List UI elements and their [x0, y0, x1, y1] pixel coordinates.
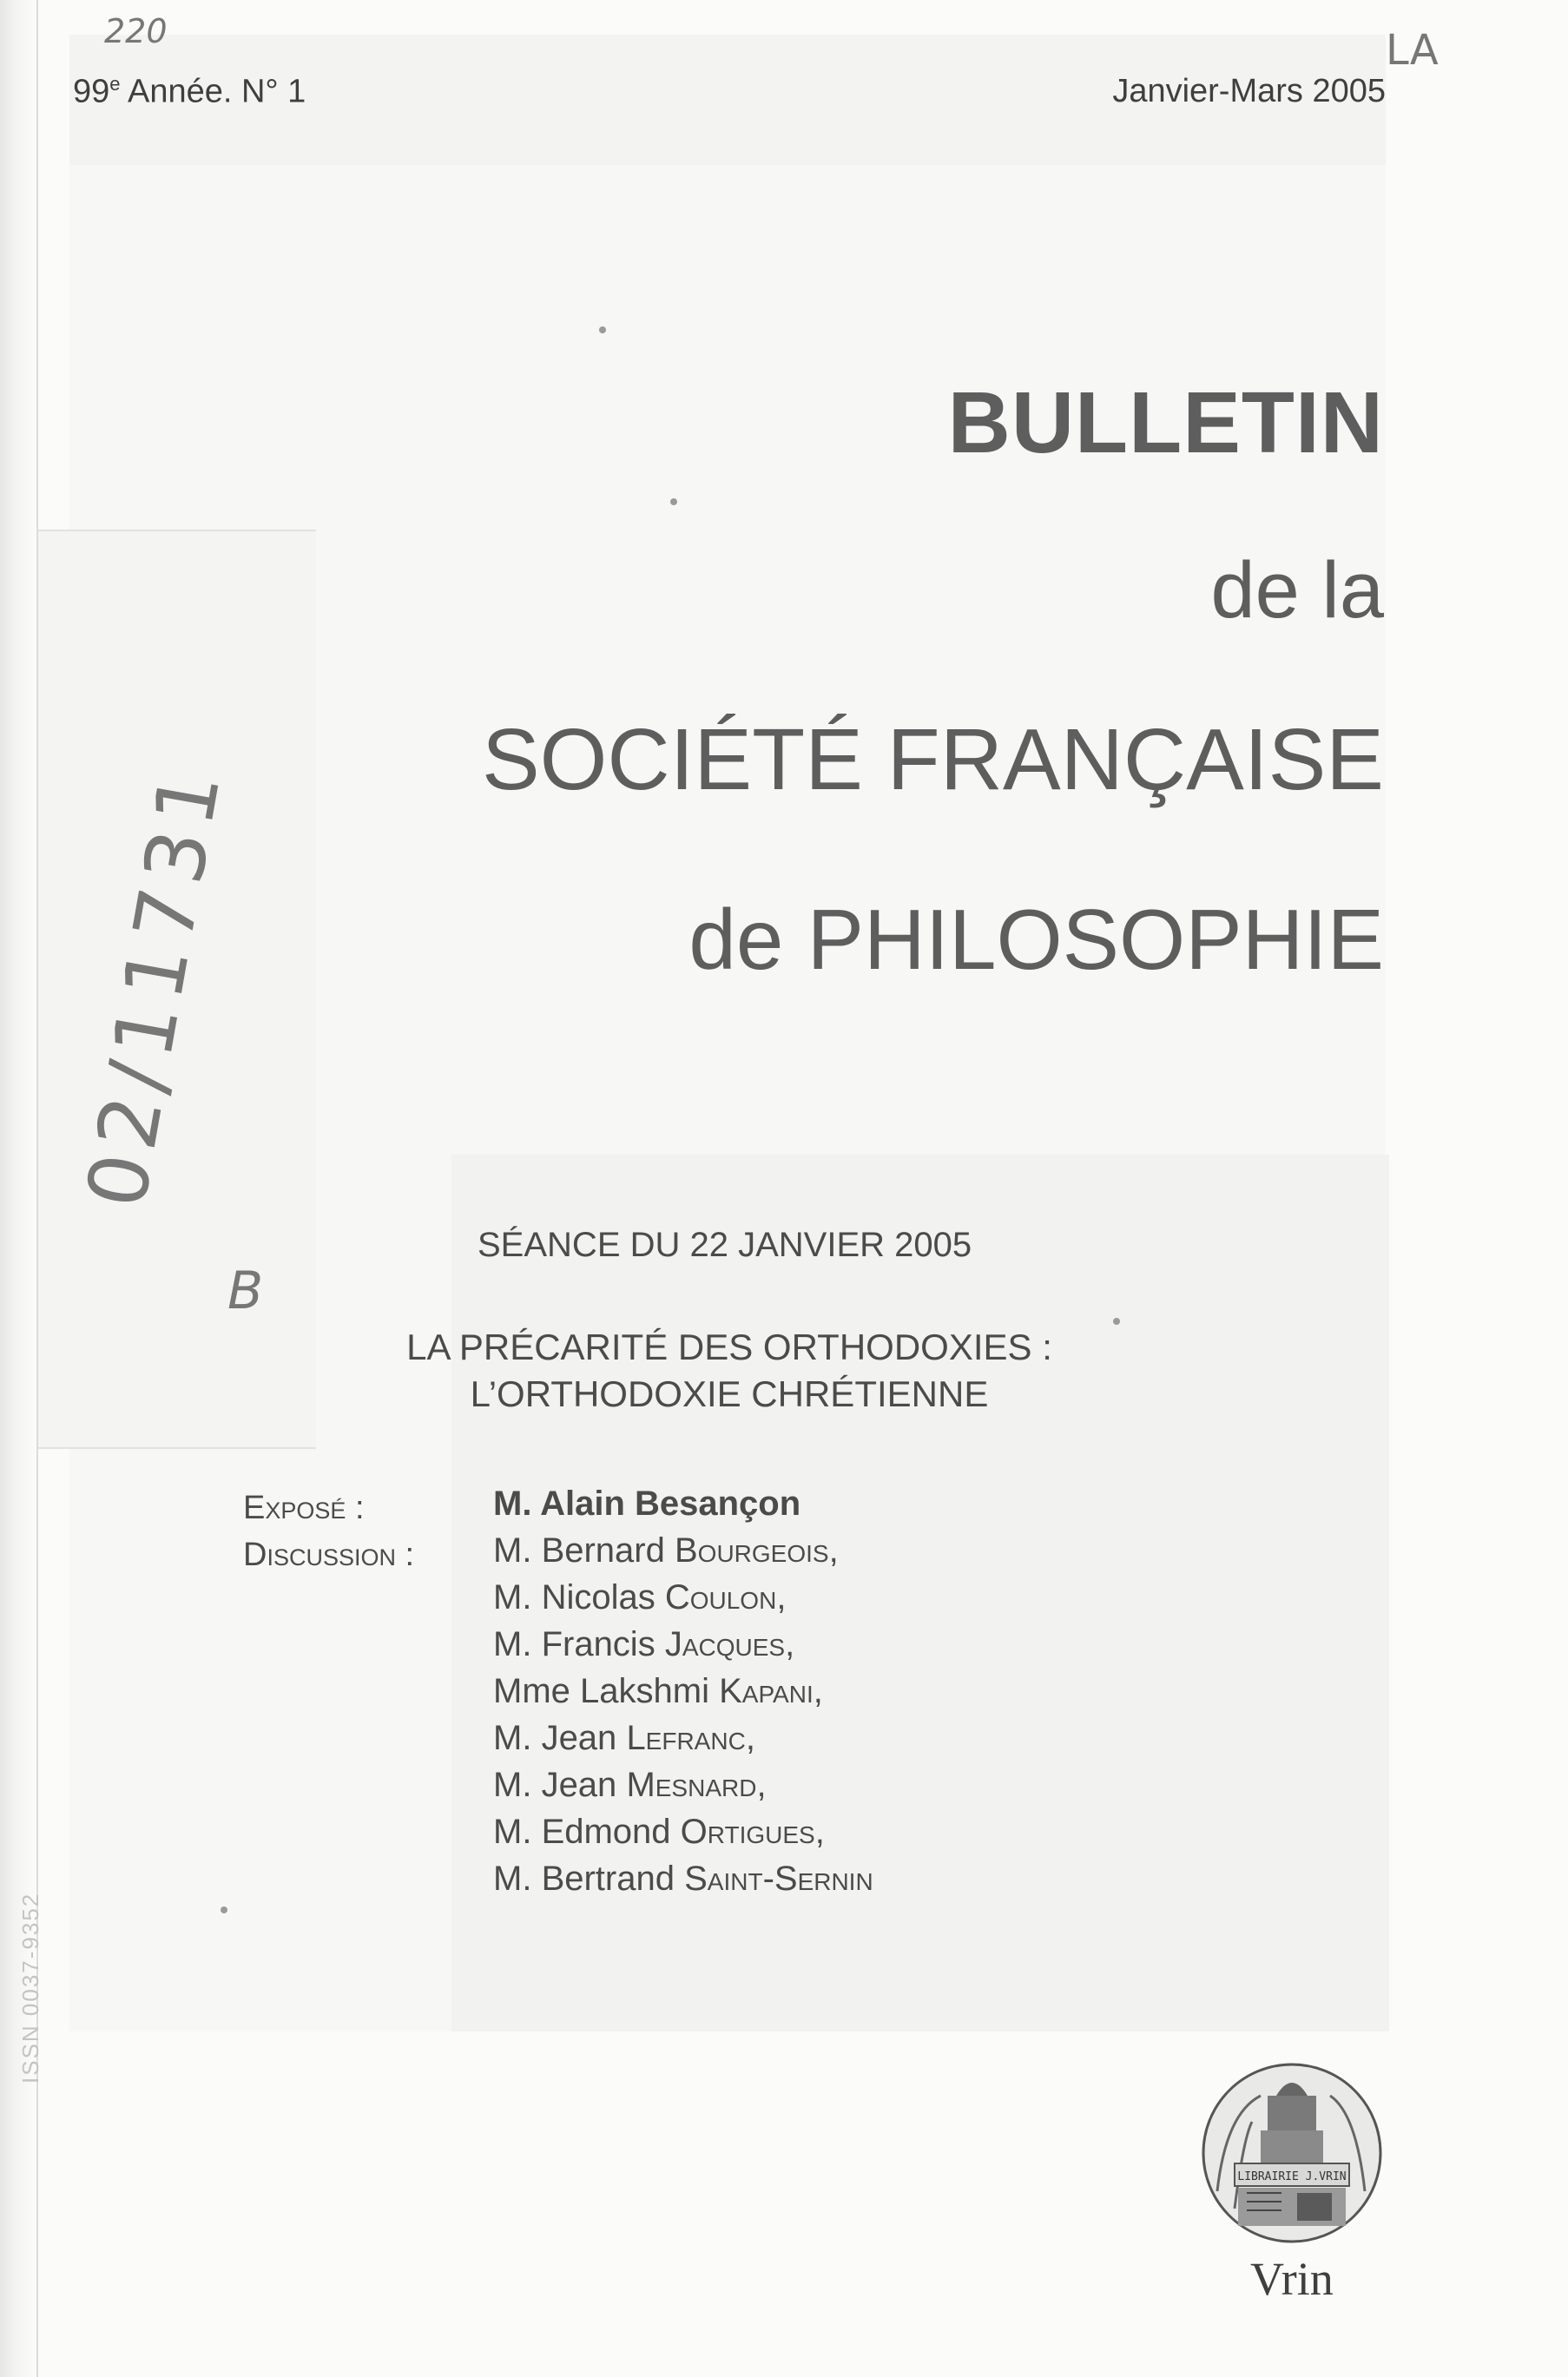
title-philosophie: de PHILOSOPHIE	[688, 892, 1384, 987]
title-bulletin: BULLETIN	[947, 374, 1384, 471]
issn-print: ISSN 0037-9352	[17, 1892, 43, 2084]
publisher-logo	[1200, 2061, 1384, 2245]
discussant-name: M. Jean Mesnard,	[493, 1766, 767, 1804]
dust-speck	[599, 326, 606, 333]
discussant-name: M. Edmond Ortigues,	[493, 1813, 825, 1851]
handwritten-letter: B	[227, 1261, 264, 1321]
discussant-name: Mme Lakshmi Kapani,	[493, 1672, 823, 1710]
discussion-label: Discussion :	[243, 1537, 415, 1573]
logo-lettering: LIBRAIRIE J.VRIN	[1237, 2170, 1347, 2183]
handwritten-note-corner: LA	[1386, 26, 1439, 75]
handwritten-shelf-number: 02/11731	[69, 758, 240, 1215]
expose-label: Exposé :	[243, 1490, 365, 1526]
discussant-name: M. Bernard Bourgeois,	[493, 1531, 839, 1570]
dust-speck	[670, 498, 677, 505]
title-societe: SOCIÉTÉ FRANÇAISE	[481, 711, 1384, 808]
issue-number: 99e Année. N° 1	[73, 73, 306, 110]
discussant-name: M. Nicolas Coulon,	[493, 1578, 787, 1616]
dust-speck	[1113, 1318, 1120, 1325]
speaker-name: M. Alain Besançon	[493, 1485, 801, 1523]
title-de-la: de la	[1210, 546, 1384, 635]
session-date: SÉANCE DU 22 JANVIER 2005	[478, 1226, 972, 1264]
handwritten-note-top: 220	[104, 12, 168, 50]
discussant-name: M. Bertrand Saint-Sernin	[493, 1860, 873, 1898]
publisher-name: Vrin	[1250, 2253, 1334, 2305]
discussant-name: M. Francis Jacques,	[493, 1625, 795, 1663]
dust-speck	[221, 1906, 227, 1913]
session-subtitle: LA PRÉCARITÉ DES ORTHODOXIES :	[406, 1327, 1052, 1367]
discussant-name: M. Jean Lefranc,	[493, 1719, 755, 1757]
session-subtitle: L’ORTHODOXIE CHRÉTIENNE	[470, 1373, 989, 1414]
issue-date: Janvier-Mars 2005	[1112, 73, 1386, 109]
